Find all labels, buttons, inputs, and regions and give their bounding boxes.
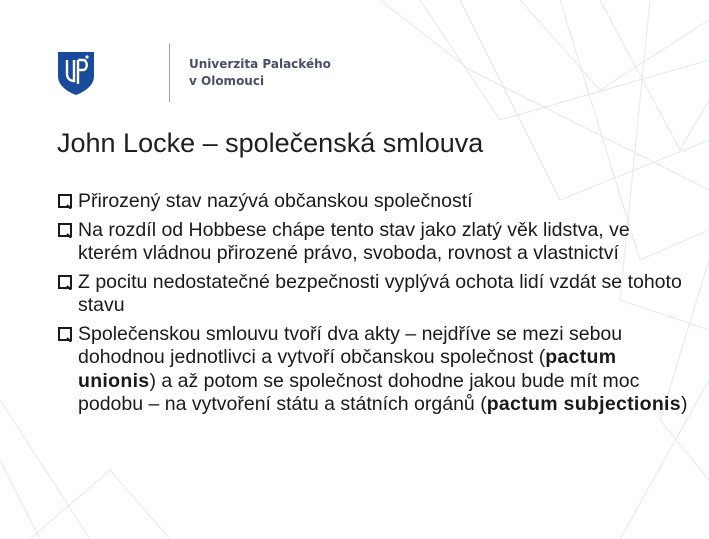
- bullet-item: [58, 190, 688, 214]
- bullet-text: Z pocitu nedostatečné bezpečnosti vyplývá ochota lidí vzdát se tohoto stavu: [78, 270, 682, 316]
- q-bullet-icon: [58, 326, 72, 342]
- bullet-item: [58, 323, 688, 417]
- bullet-text: Na rozdíl od Hobbese chápe tento stav jako zlatý věk lidstva, ve kterém vládnou přirozené právo, svoboda, rovnost a vlastnictví: [78, 218, 630, 264]
- university-crest-icon: [56, 50, 96, 96]
- bullet-text-part: ): [680, 393, 688, 415]
- bullet-item: [58, 271, 688, 318]
- bullet-item: [58, 219, 688, 266]
- slide-title: John Locke – společenská smlouva: [57, 128, 484, 158]
- university-name: [189, 56, 339, 90]
- university-logo: [56, 42, 331, 102]
- university-name-line1: Univerzita Palackého: [189, 57, 331, 71]
- logo-divider: [169, 44, 170, 102]
- university-name-line2: v Olomouci: [189, 74, 265, 88]
- bullet-text-part: ) a až potom se společnost dohodne jakou bude mít moc podobu – na vytvoření státu a státních orgánů (: [78, 369, 640, 415]
- bullet-text: Přirozený stav nazývá občanskou společností: [78, 190, 473, 212]
- q-bullet-icon: [58, 274, 72, 290]
- bullet-bold-term: pactum subjectionis: [486, 393, 681, 415]
- bullet-text-part: Společenskou smlouvu tvoří dva akty – nejdříve se mezi sebou dohodnou jednotlivci a vytvoří občanskou společnost (: [78, 322, 623, 368]
- bullet-list: [58, 190, 688, 422]
- q-bullet-icon: [58, 222, 72, 238]
- bullet-bold-term: pactum unionis: [78, 346, 617, 392]
- q-bullet-icon: [58, 193, 72, 209]
